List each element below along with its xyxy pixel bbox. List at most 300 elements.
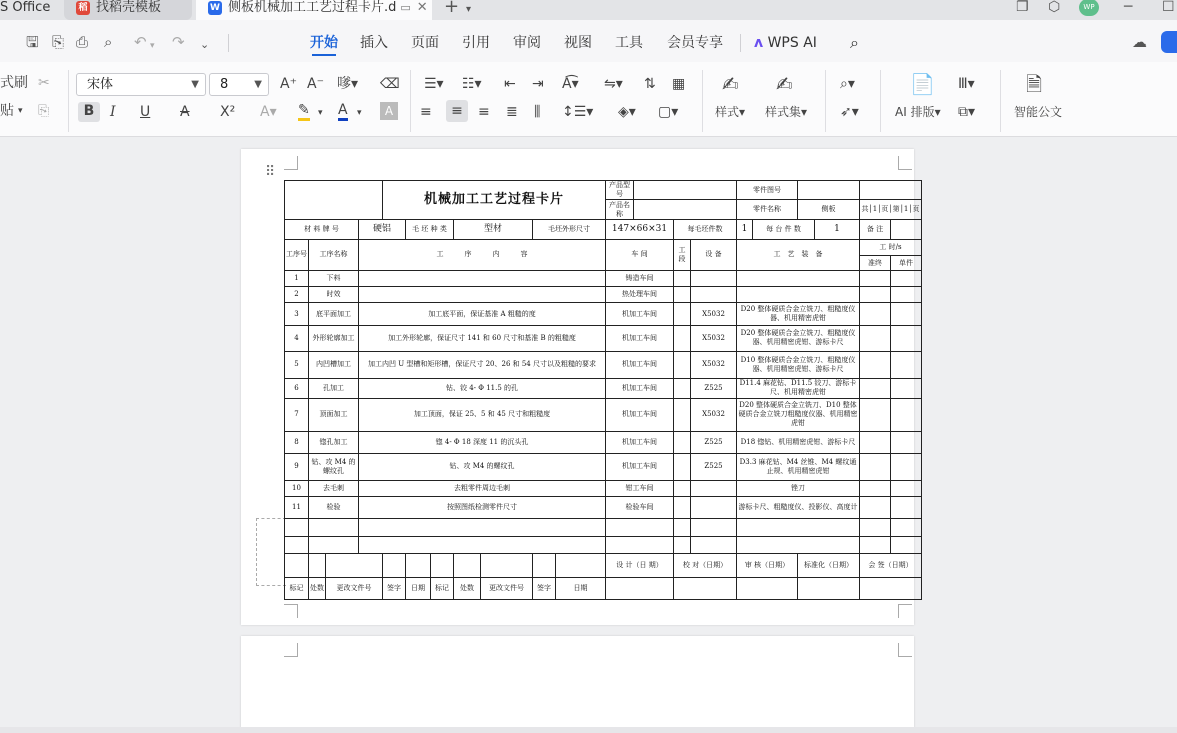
page-corner-mark (898, 604, 912, 618)
title-bar (0, 0, 1177, 20)
process-equipment[interactable]: X5032 (691, 399, 737, 432)
process-name[interactable]: 时效 (309, 287, 359, 303)
font-color-icon[interactable]: A (338, 103, 348, 121)
total-pages: 1 (872, 205, 878, 214)
process-tooling[interactable]: 游标卡尺、粗糙度仪、投影仪、高度计 (737, 496, 860, 519)
process-no[interactable]: 3 (285, 303, 309, 325)
format-painter-button[interactable]: 式刷 (0, 75, 28, 91)
window-list-icon[interactable]: ❐ (1016, 0, 1029, 15)
blank-type-label: 毛 坯 种 类 (406, 219, 454, 239)
monitor-icon: ▭ (400, 1, 411, 14)
redo-icon[interactable]: ↷ (172, 33, 185, 51)
heading-style-icon[interactable]: Ⅲ▾ (958, 76, 975, 92)
sign-standardize-value[interactable] (798, 577, 860, 599)
process-no[interactable]: 6 (285, 378, 309, 398)
paste-dropdown-icon[interactable]: ▾ (18, 106, 23, 116)
per-blank-label: 每毛坯件数 (674, 219, 737, 239)
product-name-label: 产品名称 (606, 200, 634, 219)
process-unit-time[interactable] (891, 399, 922, 432)
undo-dropdown-icon[interactable]: ▾ (150, 41, 155, 51)
align-right-icon[interactable]: ≡ (478, 104, 490, 120)
process-section[interactable] (674, 287, 691, 303)
paragraph-shading-icon[interactable]: ◈▾ (618, 104, 636, 120)
sign-blank-cell[interactable] (309, 554, 326, 577)
line-spacing-icon[interactable]: ↕☰▾ (562, 104, 594, 120)
wps-ai-label: WPS AI (767, 35, 817, 51)
ai-layout-icon[interactable]: 📄 (910, 72, 935, 96)
ribbon-separator (880, 70, 881, 132)
decrease-indent-icon[interactable]: ⇤ (504, 76, 516, 92)
rev-doc-label: 更改文件号 (326, 577, 383, 599)
process-row (285, 270, 922, 286)
blank-type-value[interactable]: 型材 (454, 219, 533, 239)
app-tab-label: S Office (0, 0, 51, 15)
search-icon[interactable]: ⌕ (850, 33, 859, 52)
ribbon-separator (702, 70, 703, 132)
process-equipment[interactable] (691, 270, 737, 286)
process-workshop[interactable]: 钳工车间 (606, 480, 674, 496)
process-workshop[interactable]: 机加工车间 (606, 325, 674, 352)
ai-layout-button[interactable]: AI 排版▾ (895, 105, 941, 119)
print-icon[interactable]: ⎙ (76, 33, 89, 51)
menu-review[interactable]: 审阅 (513, 35, 541, 51)
empty-cell[interactable] (606, 519, 674, 536)
col-header-hours: 工 时/s (860, 240, 922, 256)
ribbon-separator (825, 70, 826, 132)
process-name[interactable]: 钻、攻 M4 的螺纹孔 (309, 454, 359, 481)
process-name[interactable]: 锪孔加工 (309, 431, 359, 453)
sign-countersign-label: 会 签（日期） (860, 554, 922, 577)
styles-label: 样式 (715, 105, 740, 119)
font-size-value: 8 (220, 77, 229, 92)
sort-icon[interactable]: ⇅ (644, 76, 656, 92)
process-prep-time[interactable] (860, 303, 891, 325)
empty-cell[interactable] (860, 519, 891, 536)
process-content[interactable]: 加工底平面，保证基准 A 粗糙的度 (359, 303, 606, 325)
sign-review-label: 审 核（日期） (737, 554, 798, 577)
cut-icon[interactable]: ✂ (38, 75, 50, 91)
process-section[interactable] (674, 431, 691, 453)
ribbon-separator (68, 70, 69, 132)
chevron-down-icon: ▼ (191, 79, 199, 90)
col-header-prep: 准终 (860, 256, 891, 270)
process-no[interactable]: 8 (285, 431, 309, 453)
convert-icon[interactable]: ⇋▾ (604, 76, 623, 92)
sign-countersign-value[interactable] (860, 577, 922, 599)
process-no[interactable]: 5 (285, 352, 309, 379)
process-unit-time[interactable] (891, 480, 922, 496)
process-name[interactable]: 检验 (309, 496, 359, 519)
increase-font-icon[interactable]: A⁺ (280, 76, 297, 92)
select-icon[interactable]: ➶▾ (840, 104, 859, 120)
product-model-label: 产品型号 (606, 181, 634, 200)
empty-cell[interactable] (860, 536, 891, 553)
process-equipment[interactable]: X5032 (691, 352, 737, 379)
menu-page[interactable]: 页面 (411, 35, 439, 51)
process-section[interactable] (674, 399, 691, 432)
underline-button[interactable]: U (140, 104, 151, 120)
process-unit-time[interactable] (891, 325, 922, 352)
clear-format-icon[interactable]: ⌫ (380, 76, 400, 92)
process-content[interactable]: 钻、铰 4- Φ 11.5 的孔 (359, 378, 606, 398)
process-section[interactable] (674, 352, 691, 379)
cube-icon[interactable]: ⬡ (1048, 0, 1061, 15)
menu-member[interactable]: 会员专享 (667, 35, 723, 51)
distributed-icon[interactable]: ⫼ (534, 104, 541, 120)
avatar[interactable]: WP (1079, 0, 1099, 16)
empty-cell[interactable] (891, 536, 922, 553)
sign-blank-cell[interactable] (431, 554, 454, 577)
process-content[interactable]: 锪 4- Φ 18 深度 11 的沉头孔 (359, 431, 606, 453)
page-corner-mark (284, 643, 298, 657)
process-section[interactable] (674, 378, 691, 398)
page-label: 第 (892, 205, 900, 214)
empty-cell[interactable] (674, 519, 691, 536)
align-center-icon[interactable]: ≡ (446, 100, 468, 122)
process-section[interactable] (674, 496, 691, 519)
process-prep-time[interactable] (860, 431, 891, 453)
process-section[interactable] (674, 480, 691, 496)
process-prep-time[interactable] (860, 454, 891, 481)
tab-wps-office[interactable] (0, 0, 50, 20)
process-content[interactable]: 去粗零件周边毛刺 (359, 480, 606, 496)
process-no[interactable]: 4 (285, 325, 309, 352)
tab-template-label: 找稻壳模板 (96, 0, 162, 15)
process-prep-time[interactable] (860, 480, 891, 496)
maximize-icon[interactable]: ☐ (1162, 0, 1175, 15)
align-left-icon[interactable]: ≡ (420, 104, 432, 120)
total-label: 共 (861, 205, 869, 214)
ai-layout-label: AI 排版 (895, 105, 935, 119)
process-unit-time[interactable] (891, 496, 922, 519)
process-equipment[interactable]: Z525 (691, 378, 737, 398)
numbered-list-icon[interactable]: ☷▾ (462, 76, 482, 92)
rev-date-label: 日期 (406, 577, 431, 599)
increase-indent-icon[interactable]: ⇥ (532, 76, 544, 92)
process-section[interactable] (674, 454, 691, 481)
process-workshop[interactable]: 机加工车间 (606, 431, 674, 453)
per-blank-value[interactable]: 1 (737, 219, 753, 239)
process-prep-time[interactable] (860, 270, 891, 286)
styles-icon[interactable]: ✍ (722, 72, 739, 96)
page-corner-mark (284, 156, 298, 170)
process-tooling[interactable]: D20 整体硬质合金立铣刀、粗糙度仪器、机用精密虎钳 (737, 303, 860, 325)
process-row (285, 480, 922, 496)
highlight-dropdown-icon[interactable]: ▾ (318, 108, 323, 118)
process-name[interactable]: 孔加工 (309, 378, 359, 398)
process-equipment[interactable]: X5032 (691, 325, 737, 352)
remark-value[interactable] (891, 219, 922, 239)
font-size-select[interactable] (209, 73, 269, 96)
menu-view[interactable]: 视图 (564, 35, 592, 51)
col-header-seq: 工序号 (285, 240, 309, 271)
page-unit: 页 (881, 205, 889, 214)
more-chevron-icon[interactable]: ⌄ (200, 38, 210, 51)
process-name[interactable]: 去毛刺 (309, 480, 359, 496)
bold-button[interactable]: B (78, 102, 100, 122)
process-tooling[interactable]: D11.4 麻花钻、D11.5 铰刀、游标卡尺、机用精密虎钳 (737, 378, 860, 398)
process-tooling[interactable] (737, 287, 860, 303)
process-workshop[interactable]: 机加工车间 (606, 303, 674, 325)
card-title: 机械加工工艺过程卡片 (383, 181, 606, 220)
rev-doc-label: 更改文件号 (481, 577, 533, 599)
process-prep-time[interactable] (860, 378, 891, 398)
sign-design-value[interactable] (606, 577, 674, 599)
justify-icon[interactable]: ≣ (506, 104, 518, 120)
process-content[interactable]: 加工顶面，保证 25、5 和 45 尺寸和粗糙度 (359, 399, 606, 432)
process-section[interactable] (674, 303, 691, 325)
styles-button[interactable]: 样式▾ (715, 105, 746, 119)
process-equipment[interactable]: X5032 (691, 303, 737, 325)
process-workshop[interactable]: 检验车间 (606, 496, 674, 519)
page-count: 共│1│页│第│1│页 (860, 200, 922, 219)
highlight-icon[interactable]: ✎ (298, 103, 310, 121)
italic-button[interactable]: I (110, 104, 116, 120)
empty-cell[interactable] (606, 536, 674, 553)
process-workshop[interactable]: 机加工车间 (606, 399, 674, 432)
process-equipment[interactable] (691, 287, 737, 303)
col-header-equipment: 设 备 (691, 240, 737, 271)
process-row (285, 496, 922, 519)
page-corner-mark (284, 604, 298, 618)
empty-cell[interactable] (285, 519, 309, 536)
process-content[interactable]: 加工外形轮廓，保证尺寸 141 和 60 尺寸和基准 B 的粗糙度 (359, 325, 606, 352)
chevron-down-icon: ▼ (254, 79, 262, 90)
process-row (285, 399, 922, 432)
process-name[interactable]: 下料 (309, 270, 359, 286)
page-corner-mark (898, 643, 912, 657)
text-direction-icon[interactable]: A͡▾ (562, 76, 579, 92)
blank-size-label: 毛坯外形尺寸 (533, 219, 606, 239)
menu-insert[interactable]: 插入 (360, 35, 388, 51)
new-tab-button[interactable]: + (444, 0, 460, 17)
process-prep-time[interactable] (860, 399, 891, 432)
process-no[interactable]: 11 (285, 496, 309, 519)
process-tooling[interactable] (737, 270, 860, 286)
font-color-dropdown-icon[interactable]: ▾ (357, 108, 362, 118)
paste-button[interactable]: 贴 (0, 103, 14, 119)
strikethrough-button[interactable]: A (180, 104, 190, 120)
sign-design-label: 设 计（日 期） (606, 554, 674, 577)
process-workshop[interactable]: 机加工车间 (606, 378, 674, 398)
process-no[interactable]: 10 (285, 480, 309, 496)
word-doc-icon: W (208, 1, 222, 15)
sign-proofread-label: 校 对（日期） (674, 554, 737, 577)
font-name-select[interactable] (76, 73, 206, 96)
rev-sign-label: 签字 (533, 577, 556, 599)
menu-divider (228, 34, 229, 52)
sign-blank-cell[interactable] (285, 554, 309, 577)
product-model-value[interactable] (634, 181, 737, 200)
cloud-sync-icon[interactable]: ☁ (1132, 33, 1147, 51)
process-row (285, 378, 922, 398)
process-tooling[interactable]: D20 整体硬质合金立铣刀、D10 整体硬质合金立铣刀粗糙度仪器、机用精密虎钳 (737, 399, 860, 432)
sign-blank-cell[interactable] (481, 554, 533, 577)
menu-references[interactable]: 引用 (462, 35, 490, 51)
process-name[interactable]: 内凹槽加工 (309, 352, 359, 379)
process-card-table (284, 180, 922, 600)
process-no[interactable]: 7 (285, 399, 309, 432)
part-no-label: 零件图号 (737, 181, 798, 200)
process-unit-time[interactable] (891, 352, 922, 379)
process-row (285, 431, 922, 453)
process-workshop[interactable]: 机加工车间 (606, 352, 674, 379)
sign-blank-cell[interactable] (326, 554, 383, 577)
process-row (285, 303, 922, 325)
tab-document-label: 侧板机械加工工艺过程卡片.d (228, 0, 397, 15)
process-equipment[interactable]: Z525 (691, 431, 737, 453)
process-content[interactable]: 钻、攻 M4 的螺纹孔 (359, 454, 606, 481)
process-unit-time[interactable] (891, 378, 922, 398)
active-menu-underline (312, 54, 336, 56)
process-content[interactable] (359, 287, 606, 303)
close-tab-icon[interactable]: ✕ (416, 0, 428, 15)
minimize-icon[interactable]: ─ (1124, 0, 1133, 15)
smart-doc-button[interactable]: 智能公文 (1014, 105, 1063, 119)
ribbon-separator (1000, 70, 1001, 132)
col-header-workshop: 车 间 (606, 240, 674, 271)
style-set-icon[interactable]: ✍ (776, 72, 793, 96)
undo-icon[interactable]: ↶ (134, 33, 147, 51)
process-prep-time[interactable] (860, 287, 891, 303)
per-unit-label: 每 台 件 数 (753, 219, 815, 239)
process-unit-time[interactable] (891, 270, 922, 286)
sign-blank-cell[interactable] (383, 554, 406, 577)
table-move-handle-icon[interactable]: ⠿ (265, 164, 276, 180)
empty-cell[interactable] (309, 519, 359, 536)
empty-cell[interactable] (359, 519, 606, 536)
process-section[interactable] (674, 270, 691, 286)
sign-blank-cell[interactable] (533, 554, 556, 577)
process-name[interactable]: 外形轮廓加工 (309, 325, 359, 352)
style-set-label: 样式集 (765, 105, 802, 119)
sign-blank-cell[interactable] (406, 554, 431, 577)
process-workshop[interactable]: 热处理车间 (606, 287, 674, 303)
sign-proofread-value[interactable] (674, 577, 737, 599)
page-corner-mark (898, 156, 912, 170)
process-content[interactable] (359, 270, 606, 286)
rev-count-label: 处数 (454, 577, 481, 599)
process-unit-time[interactable] (891, 287, 922, 303)
superscript-button[interactable]: X² (220, 104, 236, 120)
part-name-label: 零件名称 (737, 200, 798, 219)
process-unit-time[interactable] (891, 303, 922, 325)
empty-cell[interactable] (309, 536, 359, 553)
process-no[interactable]: 2 (285, 287, 309, 303)
phonetic-guide-icon[interactable]: 嗲▾ (337, 76, 359, 92)
rev-mark-label: 标记 (431, 577, 454, 599)
menu-wps-ai[interactable] (754, 34, 817, 52)
process-workshop[interactable]: 铸造车间 (606, 270, 674, 286)
per-unit-value[interactable]: 1 (815, 219, 860, 239)
process-tooling[interactable]: 锉刀 (737, 480, 860, 496)
process-content[interactable]: 按照图纸检测零件尺寸 (359, 496, 606, 519)
print-preview-icon[interactable]: ⌕ (104, 33, 113, 51)
output-pdf-icon[interactable]: ⎘ (52, 33, 65, 51)
share-button[interactable] (1161, 31, 1177, 53)
text-effect-icon[interactable]: A▾ (260, 104, 277, 120)
part-no-value[interactable] (798, 181, 860, 200)
smart-doc-icon[interactable]: 🗎 (1026, 72, 1043, 96)
process-tooling[interactable]: D20 整体硬质合金立铣刀、粗糙度仪器、机用精密虎钳、游标卡尺 (737, 325, 860, 352)
show-marks-icon[interactable]: ▦ (672, 76, 686, 92)
process-unit-time[interactable] (891, 431, 922, 453)
empty-cell[interactable] (691, 536, 737, 553)
copy-icon[interactable]: ⎘ (38, 103, 50, 119)
decrease-font-icon[interactable]: A⁻ (307, 76, 324, 92)
process-section[interactable] (674, 325, 691, 352)
menu-divider (740, 34, 741, 52)
menu-tools[interactable]: 工具 (615, 35, 643, 51)
empty-cell[interactable] (285, 536, 309, 553)
process-no[interactable]: 9 (285, 454, 309, 481)
process-row (285, 454, 922, 481)
process-workshop[interactable]: 机加工车间 (606, 454, 674, 481)
sign-review-value[interactable] (737, 577, 798, 599)
process-tooling[interactable]: D3.3 麻花钻、M4 丝锥、M4 螺纹通止规、机用精密虎钳 (737, 454, 860, 481)
process-no[interactable]: 1 (285, 270, 309, 286)
empty-cell[interactable] (359, 536, 606, 553)
tab-template[interactable] (64, 0, 192, 20)
product-name-value[interactable] (634, 200, 737, 219)
find-icon[interactable]: ⌕▾ (840, 76, 855, 92)
blank-size-value[interactable]: 147×66×31 (606, 219, 674, 239)
empty-cell[interactable] (737, 536, 860, 553)
process-row (285, 287, 922, 303)
process-content[interactable]: 加工内凹 U 型槽和矩形槽，保证尺寸 20、26 和 54 尺寸以及粗糙的要求 (359, 352, 606, 379)
empty-cell[interactable] (737, 519, 860, 536)
part-name-value[interactable]: 侧板 (798, 200, 860, 219)
save-icon[interactable]: 🖫 (26, 33, 39, 51)
process-tooling[interactable]: D10 整体硬质合金立铣刀、粗糙度仪器、机用精密虎钳、游标卡尺 (737, 352, 860, 379)
process-row (285, 325, 922, 352)
process-name[interactable]: 顶面加工 (309, 399, 359, 432)
rev-sign-label: 签字 (383, 577, 406, 599)
sign-blank-cell[interactable] (454, 554, 481, 577)
shapes-icon[interactable]: ⧉▾ (958, 104, 976, 120)
process-prep-time[interactable] (860, 496, 891, 519)
process-prep-time[interactable] (860, 352, 891, 379)
empty-cell[interactable] (891, 519, 922, 536)
empty-cell[interactable] (691, 519, 737, 536)
material-value[interactable]: 硬铝 (359, 219, 406, 239)
bullet-list-icon[interactable]: ☰▾ (424, 76, 444, 92)
process-prep-time[interactable] (860, 325, 891, 352)
tab-list-chevron-icon[interactable]: ▾ (466, 4, 472, 15)
header-blank-cell (860, 181, 922, 200)
process-unit-time[interactable] (891, 454, 922, 481)
char-shading-icon[interactable]: A (380, 102, 398, 120)
process-equipment[interactable] (691, 480, 737, 496)
ribbon-separator (410, 70, 411, 132)
wps-ai-logo-icon: ᴧ (754, 35, 764, 51)
process-equipment[interactable]: Z525 (691, 454, 737, 481)
docer-icon: 稻 (76, 1, 90, 15)
process-equipment[interactable] (691, 496, 737, 519)
menu-home[interactable]: 开始 (310, 35, 338, 51)
process-tooling[interactable]: D18 锪钻、机用精密虎钳、游标卡尺 (737, 431, 860, 453)
process-rows (285, 270, 922, 519)
page-unit: 页 (912, 205, 920, 214)
process-name[interactable]: 底平面加工 (309, 303, 359, 325)
sign-standardize-label: 标准化（日期） (798, 554, 860, 577)
style-set-button[interactable]: 样式集▾ (765, 105, 808, 119)
tab-document[interactable] (196, 0, 432, 20)
sign-blank-cell[interactable] (556, 554, 606, 577)
empty-cell[interactable] (674, 536, 691, 553)
material-label: 材 料 牌 号 (285, 219, 359, 239)
borders-icon[interactable]: ▢▾ (658, 104, 679, 120)
